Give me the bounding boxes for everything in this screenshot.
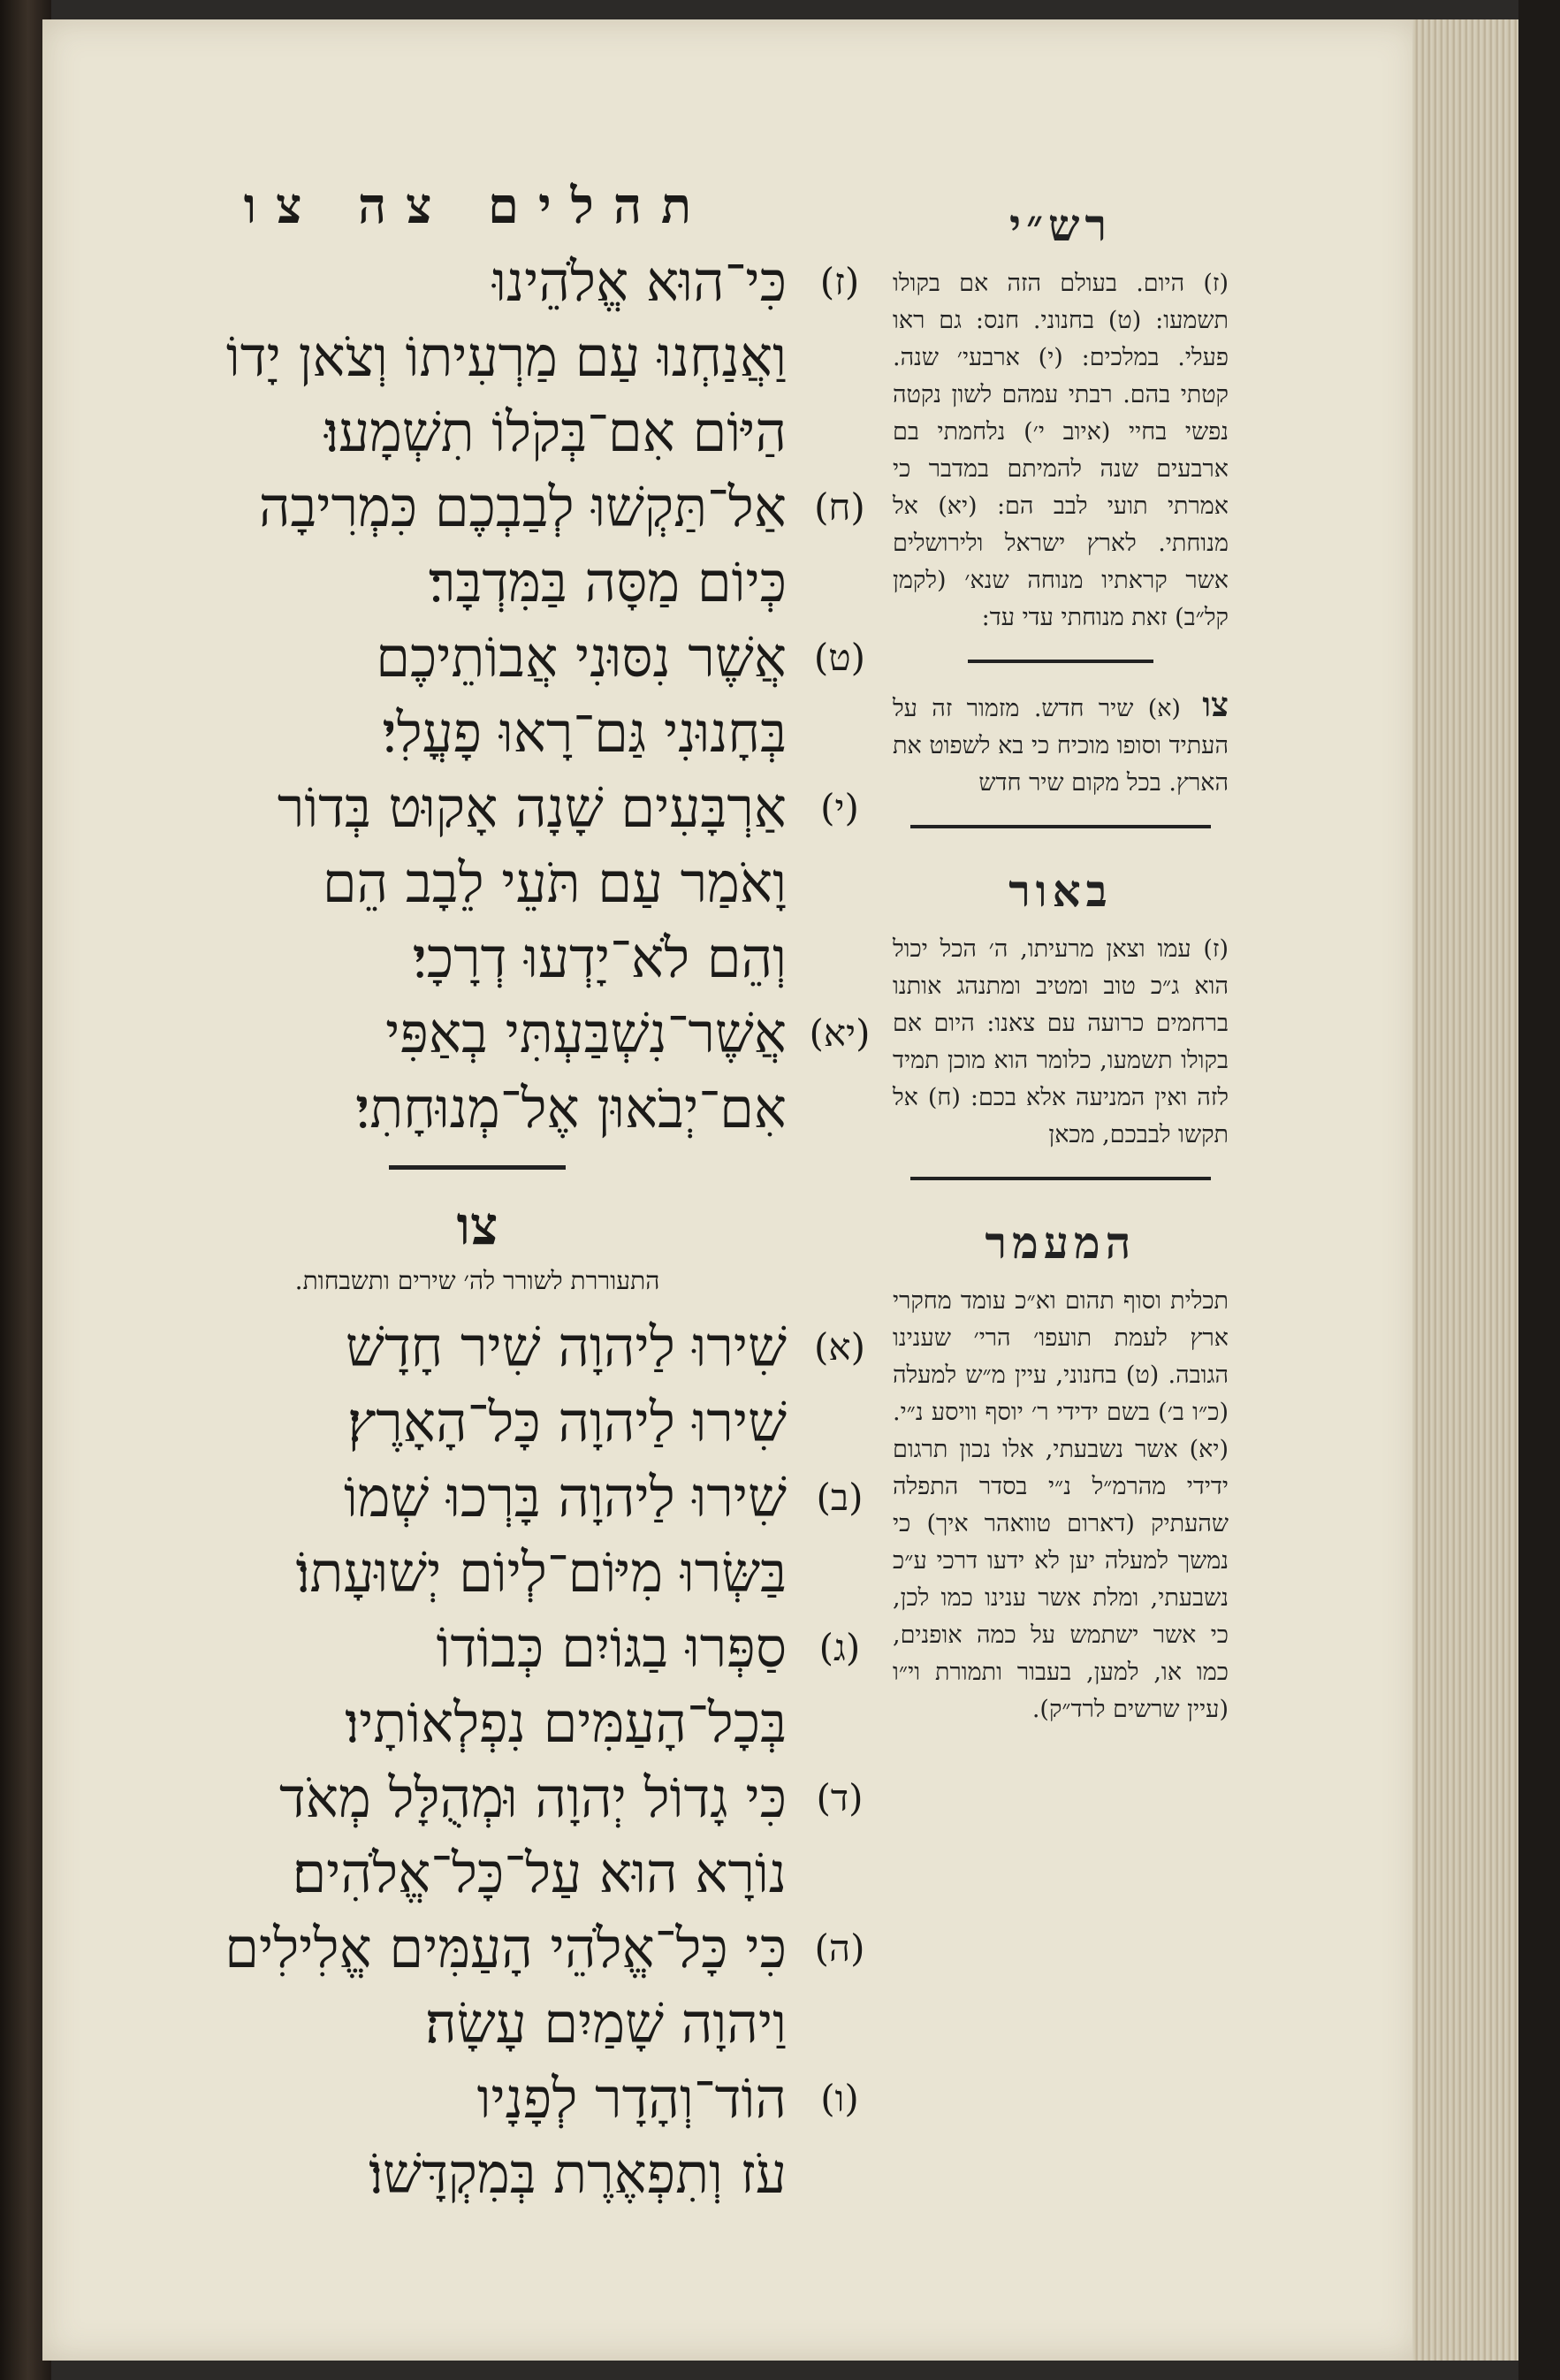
verse-text: וַיהוָה שָׁמַיִם עָשָׂה׃ xyxy=(425,1991,787,2056)
psalm-95-verses xyxy=(80,244,875,1146)
verse-line xyxy=(80,2136,875,2211)
verse-text: וְהֵם לֹא־יָדְעוּ דְרָכָי׃ xyxy=(412,926,787,990)
verse-text: נוֹרָא הוּא עַל־כָּל־אֱלֹהִים׃ xyxy=(292,1841,787,1905)
verse-text: בַּשְּׂרוּ מִיּוֹם־לְיוֹם יְשׁוּעָתוֹ׃ xyxy=(295,1540,787,1605)
verse-text: אַרְבָּעִים שָׁנָה אָקוּט בְּדוֹר xyxy=(277,775,787,840)
verse-text: אֲשֶׁר נִסּוּנִי אֲבוֹתֵיכֶם xyxy=(376,625,787,690)
rashi-96-label: צו xyxy=(1202,684,1229,724)
verse-number: (ג) xyxy=(818,1626,861,1669)
verse-line xyxy=(80,1309,875,1385)
verse-line xyxy=(80,845,875,920)
verse-number: (ד) xyxy=(816,1776,864,1819)
verse-line xyxy=(80,1071,875,1146)
verse-text: הַיּוֹם אִם־בְּקֹלוֹ תִשְׁמָעוּ׃ xyxy=(324,400,787,464)
rashi-96-text: (א) שיר חדש. מזמור זה על העתיד וסופו מוכיח כי בא לשפוט את הארץ. בכל מקום שיר חדש xyxy=(893,695,1229,797)
verse-number: (י) xyxy=(820,786,859,829)
background-edge xyxy=(1518,0,1560,2380)
divider xyxy=(910,1177,1211,1180)
verse-line xyxy=(80,770,875,845)
biur-title: באור xyxy=(1008,865,1113,917)
verse-line xyxy=(80,1760,875,1835)
verse-number: (א) xyxy=(814,1325,865,1369)
verse-line xyxy=(80,920,875,995)
verse-line xyxy=(80,1685,875,1760)
running-header: תהלים צה צו xyxy=(243,177,712,235)
psalm-column xyxy=(80,177,875,2211)
verse-number: (ב) xyxy=(816,1476,864,1519)
verse-line xyxy=(80,695,875,770)
verse-text: עֹז וְתִפְאֶרֶת בְּמִקְדָּשׁוֹ׃ xyxy=(369,2141,787,2206)
verse-line xyxy=(80,394,875,469)
verse-text: שִׁירוּ לַיהוָה כָּל־הָאָרֶץ׃ xyxy=(347,1390,787,1454)
verse-line xyxy=(80,1911,875,1986)
verse-line xyxy=(80,2061,875,2136)
verse-number: (ט) xyxy=(813,636,866,679)
verse-line xyxy=(80,319,875,394)
verse-text: אִם־יְבֹאוּן אֶל־מְנוּחָתִי׃ xyxy=(355,1076,787,1140)
verse-line xyxy=(80,1535,875,1610)
verse-number: (יא) xyxy=(809,1011,871,1055)
divider xyxy=(968,660,1153,663)
verse-text: וָאֹמַר עַם תֹּעֵי לֵבָב הֵם xyxy=(322,851,787,915)
verse-line xyxy=(80,545,875,620)
verse-text: בְּחָנוּנִי גַּם־רָאוּ פָעֳלִי׃ xyxy=(382,700,787,765)
verse-text: כִּי גָדוֹל יְהוָה וּמְהֻלָּל מְאֹד xyxy=(278,1766,787,1830)
rashi-96-block xyxy=(893,686,1229,802)
verse-text: כְּיוֹם מַסָּה בַּמִּדְבָּר׃ xyxy=(429,550,787,614)
verse-line xyxy=(80,244,875,319)
hamaamar-text: תכלית וסוף תהום וא״כ עומד מחקרי ארץ לעמת תועפו׳ הרי׳ שענינו הגובה. (ט) בחנוני, עיין מ״ש למעלה (כ״ו ב׳) בשם ידידי ר׳ יוסף וויסע נ״י. (יא) אשר נשבעתי, אלו נכון תרגום ידידי מהרמ״ל נ״י בסדר התפלה שהעתיק (דארום טוואהר איך) כי נמשך למעלה יען לא ידעו דרכי ע״כ נשבעתי, ומלת אשר ענינו כמו לכן, כי אשר ישתמש על כמה אופנים, כמו או, למען, בעבור ותמורת וי״ו (עיין שרשים לרד״ק). xyxy=(893,1287,1229,1723)
verse-text: כִּי כָּל־אֱלֹהֵי הָעַמִּים אֱלִילִים xyxy=(224,1916,787,1980)
rashi-title: רש״י xyxy=(1008,199,1113,251)
verse-line xyxy=(80,1986,875,2061)
verse-number: (ח) xyxy=(814,485,865,529)
verse-line xyxy=(80,1460,875,1535)
rashi-text: (ז) היום. בעולם הזה אם בקולו תשמעו: (ט) בחנוני. חנס: גם ראו פעלי. במלכים: (י) ארבעי׳ שנה. קטתי בהם. רבתי עמהם לשון נקטה נפשי בחיי (איוב י׳) נלחמתי בם ארבעים שנה להמיתם במדבר כי אמרתי תועי לבב הם: (יא) אל מנוחתי. לארץ ישראל ולירושלים אשר קראתיו מנוחה שנא׳ (לקמן קל״ב) זאת מנוחתי עדי עד: xyxy=(893,270,1229,631)
hamaamar-title: המעמר xyxy=(985,1217,1137,1269)
verse-line xyxy=(80,469,875,545)
verse-text: בְּכָל־הָעַמִּים נִפְלְאוֹתָיו׃ xyxy=(345,1690,787,1755)
verse-text: סַפְּרוּ בַגּוֹיִם כְּבוֹדוֹ xyxy=(436,1615,787,1680)
divider xyxy=(389,1165,566,1170)
biur-text: (ז) עמו וצאן מרעיתו, ה׳ הכל יכול הוא ג״כ טוב ומטיב ומתנהג אותנו ברחמים כרועה עם צאנו: היום אם בקולו תשמעו, כלומר הוא מוכן תמיד לזה ואין המניעה אלא בכם: (ח) אל תקשו לבבכם, מכאן xyxy=(893,935,1229,1148)
divider xyxy=(910,825,1211,828)
verse-line xyxy=(80,1385,875,1460)
verse-line xyxy=(80,1610,875,1685)
verse-number: (ו) xyxy=(820,2077,859,2120)
verse-number: (ה) xyxy=(814,1926,865,1970)
psalm-96-subtitle: התעוררת לשורר לה׳ שירים ותשבחות. xyxy=(294,1266,660,1295)
verse-text: הוֹד־וְהָדָר לְפָנָיו xyxy=(476,2066,787,2131)
verse-text: שִׁירוּ לַיהוָה בָּרְכוּ שְׁמוֹ xyxy=(343,1465,787,1529)
verse-text: אַל־תַּקְשׁוּ לְבַבְכֶם כִּמְרִיבָה xyxy=(258,475,787,539)
psalm-96-verses xyxy=(80,1309,875,2211)
verse-text: שִׁירוּ לַיהוָה שִׁיר חָדָשׁ xyxy=(345,1315,787,1379)
psalm-96-number: צו xyxy=(456,1195,498,1257)
verse-text: וַאֲנַחְנוּ עַם מַרְעִיתוֹ וְצֹאן יָדוֹ xyxy=(225,324,787,389)
verse-text: כִּי־הוּא אֱלֹהֵינוּ xyxy=(492,249,787,314)
verse-text: אֲשֶׁר־נִשְׁבַּעְתִּי בְאַפִּי xyxy=(385,1001,787,1065)
verse-line xyxy=(80,995,875,1071)
commentary-column xyxy=(893,186,1229,1728)
verse-line xyxy=(80,620,875,695)
page-edges xyxy=(1412,19,1518,2361)
verse-line xyxy=(80,1835,875,1911)
verse-number: (ז) xyxy=(819,260,860,303)
